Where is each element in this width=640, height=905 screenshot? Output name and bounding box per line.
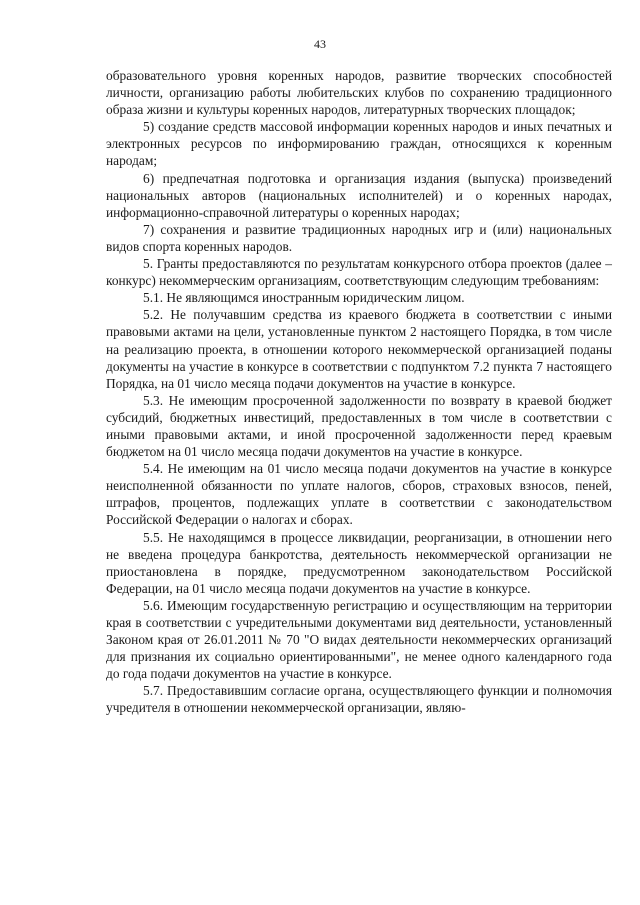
paragraph: 5.2. Не получавшим средства из краевого бюджета в соответствии с иными правовыми актами на цели, установленные пунктом 2 настоящего Порядка, в том числе на реализацию проекта, в отношении которого некоммерческой организацией поданы документы на участие в конкурсе в соответствии с подпунктом 7.2 пункта 7 настоящего Порядка, на 01 число месяца подачи документов на участие в конкурсе. xyxy=(106,307,612,391)
document-body xyxy=(106,67,612,717)
paragraph: 5.6. Имеющим государственную регистрацию и осуществляющим на территории края в соответствии с учредительными документами вид деятельности, установленный Законом края от 26.01.2011 № 70 "О видах деятельности некоммерческих организаций для признания их социально ориентированными", не менее одного календарного года до года подачи документов на участие в конкурсе. xyxy=(106,597,612,682)
paragraph: 5.4. Не имеющим на 01 число месяца подачи документов на участие в конкурсе неисполненной обязанности по уплате налогов, сборов, страховых взносов, пеней, штрафов, процентов, подлежащих уплате в соответствии с законодательством Российской Федерации о налогах и сборах. xyxy=(106,461,612,528)
paragraph: 5.7. Предоставившим согласие органа, осуществляющего функции и полномочия учредителя в отношении некоммерческой организации, являю- xyxy=(106,683,612,716)
paragraph: 5.5. Не находящимся в процессе ликвидации, реорганизации, в отношении него не введена процедура банкротства, деятельность некоммерческой организации не приостановлена в порядке, предусмотренном законодательством Российской Федерации, на 01 число месяца подачи документов на участие в конкурсе. xyxy=(106,529,612,596)
paragraph: 5. Гранты предоставляются по результатам конкурсного отбора проектов (далее – конкурс) некоммерческим организациям, соответствующим следующим требованиям: xyxy=(106,256,612,289)
paragraph: 5.3. Не имеющим просроченной задолженности по возврату в краевой бюджет субсидий, бюджетных инвестиций, предоставленных в том числе в соответствии с иными правовыми актами, и иной просроченной задолженности перед краевым бюджетом на 01 число месяца подачи документов на участие в конкурсе. xyxy=(106,392,612,460)
paragraph: 5) создание средств массовой информации коренных народов и иных печатных и электронных ресурсов по информированию граждан, относящихся к коренным народам; xyxy=(106,119,612,169)
page-number: 43 xyxy=(314,37,326,51)
paragraph: образовательного уровня коренных народов, развитие творческих способностей личности, организацию работы любительских клубов по сохранению традиционного образа жизни и культуры коренных народов, литературных творческих площадок; xyxy=(106,68,612,118)
paragraph: 6) предпечатная подготовка и организация издания (выпуска) произведений национальных авторов (национальных исполнителей) и о коренных народах, информационно-справочной литературы о коренных народах; xyxy=(106,170,612,220)
paragraph: 5.1. Не являющимся иностранным юридическим лицом. xyxy=(143,290,465,306)
paragraph: 7) сохранения и развитие традиционных народных игр и (или) национальных видов спорта коренных народов. xyxy=(106,221,612,254)
